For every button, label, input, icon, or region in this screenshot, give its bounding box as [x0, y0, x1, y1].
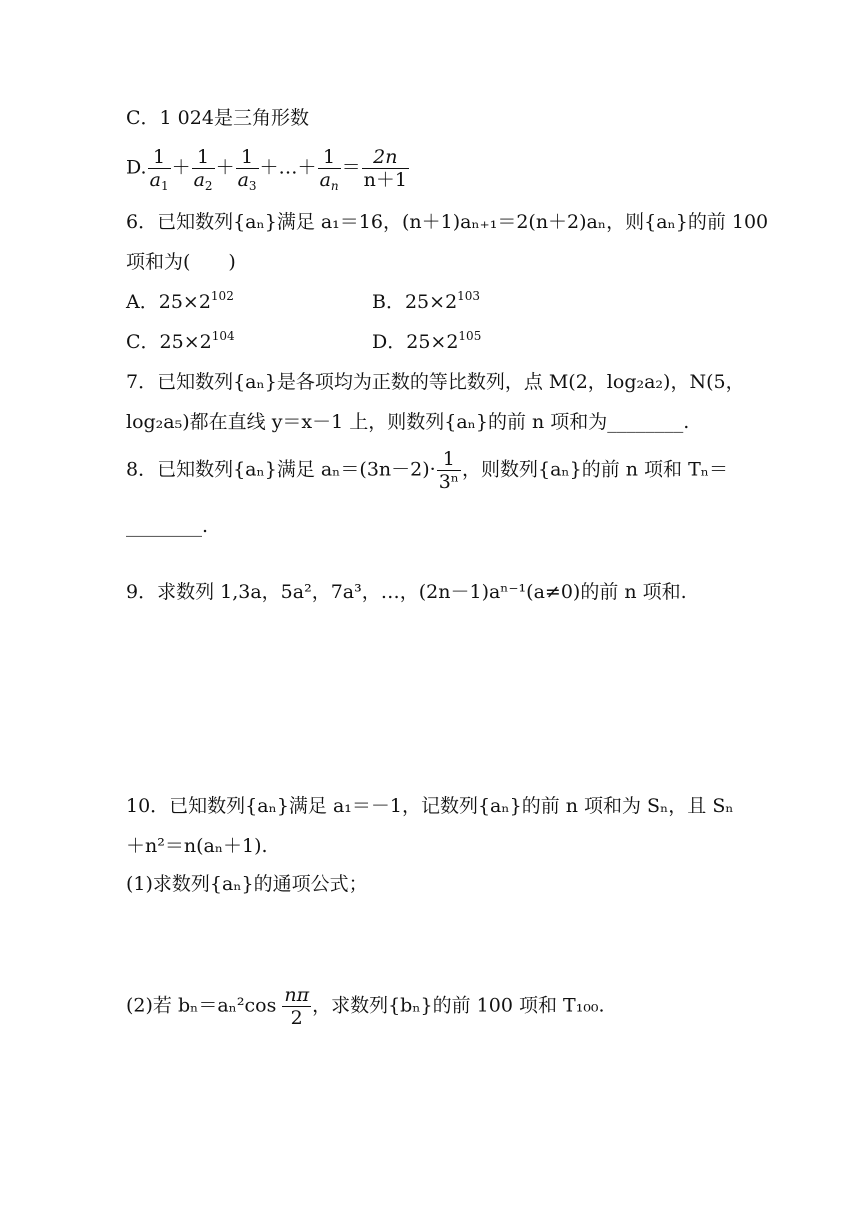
q10-line-1: 10．已知数列{aₙ}满足 a₁＝－1，记数列{aₙ}的前 n 项和为 Sₙ，且 Sₙ: [126, 795, 734, 817]
fraction-1-a3: $\frac{1}{a_3}$: [237, 146, 257, 193]
fraction-1-a2: $\frac{1}{a_2}$: [193, 146, 213, 193]
fraction-n-pi-over-2: $\frac{n\pi}{2}$: [284, 984, 310, 1029]
q6-options-row-1: [126, 290, 234, 314]
q9-text: 9．求数列 1,3a，5a²，7a³，…，(2n－1)aⁿ⁻¹(a≠0)的前 n 项和.: [126, 581, 687, 603]
q5-option-c-text: 1 024是三角形数: [159, 107, 309, 129]
fraction-1-over-3n: $\frac{1}{\text{3ⁿ}}$: [438, 448, 459, 493]
q10-part-2: [126, 984, 605, 1029]
q6-option-b[interactable]: B．$25\times 2^{103}$: [372, 289, 481, 313]
q6-line-1: 6．已知数列{aₙ}满足 a₁＝16，(n＋1)aₙ₊₁＝2(n＋2)aₙ，则{aₙ}的前 100: [126, 211, 769, 233]
q6-option-c[interactable]: C．$25\times 2^{104}$: [126, 329, 235, 353]
q5-option-d: D. $\frac{1}{a_1}$ ＋ $\frac{1}{a_2}$ ＋ $\frac{1}{a_3}$ ＋…＋ $\frac{1}{a_n}$ ＝ $\frac{2n}{n+1}$: [126, 146, 407, 193]
q6-line-2: 项和为( ): [126, 251, 236, 273]
fraction-1-an: $\frac{1}{a_n}$: [319, 146, 339, 193]
q8-text-post: ，则数列{aₙ}的前 n 项和 Tₙ＝: [462, 458, 728, 481]
q10-part-2-post: ，求数列{bₙ}的前 100 项和 T₁₀₀.: [312, 994, 605, 1017]
q7-line-1: 7．已知数列{aₙ}是各项均为正数的等比数列，点 M(2，log₂a₂)，N(5，: [126, 371, 745, 393]
q6-option-d[interactable]: D．$25\times 2^{105}$: [372, 329, 482, 353]
q8-line-2: ________.: [126, 515, 209, 537]
q5-option-d-label: D.: [126, 156, 147, 179]
q8-line-1: [126, 448, 728, 493]
fraction-2n-over-n-plus-1: $\frac{2n}{n+1}$: [363, 146, 407, 191]
q7-line-2: log₂a₅)都在直线 y＝x－1 上，则数列{aₙ}的前 n 项和为________.: [126, 411, 690, 433]
q10-part-1: (1)求数列{aₙ}的通项公式；: [126, 873, 368, 895]
q8-text-pre: 8．已知数列{aₙ}满足 aₙ＝(3n－2)·: [126, 458, 436, 481]
fraction-1-a1: $\frac{1}{a_1}$: [149, 146, 169, 193]
q10-line-2: ＋n²＝n(aₙ＋1).: [126, 835, 268, 857]
q5-option-c: [126, 106, 309, 130]
q6-option-a[interactable]: A．$25\times 2^{102}$: [126, 289, 234, 313]
q10-part-2-pre: (2)若 bₙ＝aₙ²cos: [126, 994, 277, 1017]
q5-option-c-label: C．: [126, 107, 160, 129]
